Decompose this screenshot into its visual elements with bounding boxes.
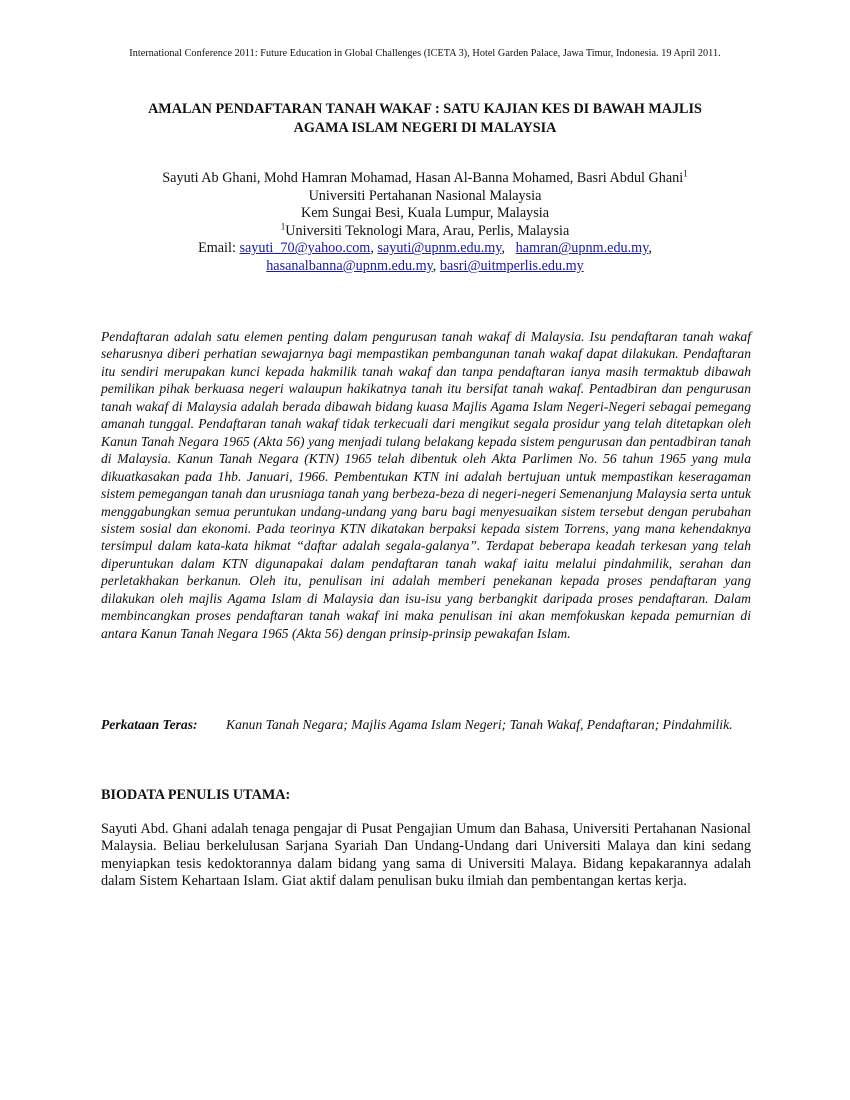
email-line-1: Email: sayuti_70@yahoo.com, sayuti@upnm.edu.my, hamran@upnm.edu.my,	[198, 240, 652, 257]
biodata-text: Sayuti Abd. Ghani adalah tenaga pengajar di Pusat Pengajian Umum dan Bahasa, Universiti Pertahanan Nasional Malaysia. Beliau berkelulusan Sarjana Syariah Dan Undang-Undang dari Universiti Malaya dan kini sedang menyiapkan tesis kedoktorannya dalam bidang yang sama di Universiti Malaya. Bidang kepakarannya adalah dalam Sistem Kehartaan Islam. Giat aktif dalam penulisan buku ilmiah dan pembentangan kertas kerja.	[101, 821, 751, 889]
biodata-heading: BIODATA PENULIS UTAMA:	[101, 787, 291, 803]
paper-title-line-2: AGAMA ISLAM NEGERI DI MALAYSIA	[293, 120, 557, 136]
email-label: Email:	[198, 240, 236, 257]
email-link[interactable]: hasanalbanna@upnm.edu.my	[266, 257, 433, 274]
author-names-superscript: 1	[683, 168, 688, 179]
email-link[interactable]: hamran@upnm.edu.my	[515, 240, 649, 257]
abstract: Pendaftaran adalah satu elemen penting dalam pengurusan tanah wakaf di Malaysia. Isu pendaftaran tanah wakaf seharusnya diberi perhatian sewajarnya bagi mempastikan pembangunan tanah wakaf dapat dilakukan. Pendaftaran itu sendiri merupakan kunci kepada hakmilik tanah wakaf dan tanpa pendaftaran ianya masih termaktub dibawah pemilikan pihak berkuasa negeri walaupun hakikatnya tanah itu bersifat tanah wakaf. Pentadbiran dan pengurusan tanah wakaf di Malaysia adalah berada dibawah bidang kuasa Majlis Agama Islam Negeri-Negeri sebagai pemegang amanah tunggal. Pendaftaran tanah wakaf tidak terkecuali dari mengikut segala prosidur yang telah ditetapkan oleh Kanun Tanah Negara 1965 (Akta 56) yang menjadi tulang belakang kepada sistem pengurusan dan pentadbiran tanah di Malaysia. Kanun Tanah Negara (KTN) 1965 telah dibentuk oleh Akta Parlimen No. 56 tahun 1965 yang mula dikuatkasakan pada 1hb. Januari, 1966. Pembentukan KTN ini adalah bertujuan untuk mempastikan keseragaman sistem pemegangan tanah dan urusniaga tanah yang berbeza-beza di negeri-negeri Semenanjung Malaysia serta untuk menggabungkan semua peruntukan undang-undang yang baru bagi menyesuaikan sistem tersebut dengan perubahan sistem sosial dan ekonomi. Pada teorinya KTN dikatakan berpaksi kepada sistem Torrens, yang mana kehendaknya tersimpul dalam kata-kata hikmat “daftar adalah segala-galanya”. Terdapat beberapa keadah terkesan yang telah diperuntukan dalam KTN digunapakai dalam pendaftaran tanah wakaf iaitu melalui pindahmilik, serahan dan perletakhakan berkanun. Oleh itu, penulisan ini adalah memberi penekanan kepada proses pendaftaran yang dilakukan oleh majlis Agama Islam di Malaysia dan isu-isu yang berbangkit daripada proses pendaftaran. Dalam membincangkan proses pendaftaran tanah wakaf ini maka penulisan ini akan memfokuskan kepada pemurnian di antara Kanun Tanah Negara 1965 (Akta 56) dengan prinsip-prinsip pewakafan Islam.	[101, 329, 751, 641]
email-link[interactable]: sayuti_70@yahoo.com	[239, 240, 371, 257]
conference-header: International Conference 2011: Future Education in Global Challenges (ICETA 3), Hotel Garden Palace, Jawa Timur, Indonesia. 19 April 2011.	[129, 48, 721, 59]
email-link[interactable]: sayuti@upnm.edu.my	[377, 240, 502, 257]
author-names: Sayuti Ab Ghani, Mohd Hamran Mohamad, Hasan Al-Banna Mohamed, Basri Abdul Ghani	[162, 170, 684, 186]
email-line-2: hasanalbanna@upnm.edu.my, basri@uitmperlis.edu.my	[266, 257, 584, 274]
affiliation-1: Universiti Pertahanan Nasional Malaysia	[308, 187, 542, 204]
address-1: Kem Sungai Besi, Kuala Lumpur, Malaysia	[300, 205, 550, 222]
affiliation-2-superscript: 1	[280, 221, 286, 232]
keywords-label: Perkataan Teras:	[101, 717, 198, 732]
affiliation-2-line	[90, 223, 760, 241]
paper-title-line-1: AMALAN PENDAFTARAN TANAH WAKAF : SATU KAJIAN KES DI BAWAH MAJLIS	[148, 101, 702, 117]
keywords-text: Kanun Tanah Negara; Majlis Agama Islam Negeri; Tanah Wakaf, Pendaftaran; Pindahmilik.	[226, 717, 733, 732]
affiliation-2: Universiti Teknologi Mara, Arau, Perlis, Malaysia	[285, 222, 570, 239]
paper-title	[80, 100, 770, 138]
email-link[interactable]: basri@uitmperlis.edu.my	[439, 257, 584, 274]
author-block	[90, 170, 760, 276]
author-names-line	[90, 170, 760, 188]
